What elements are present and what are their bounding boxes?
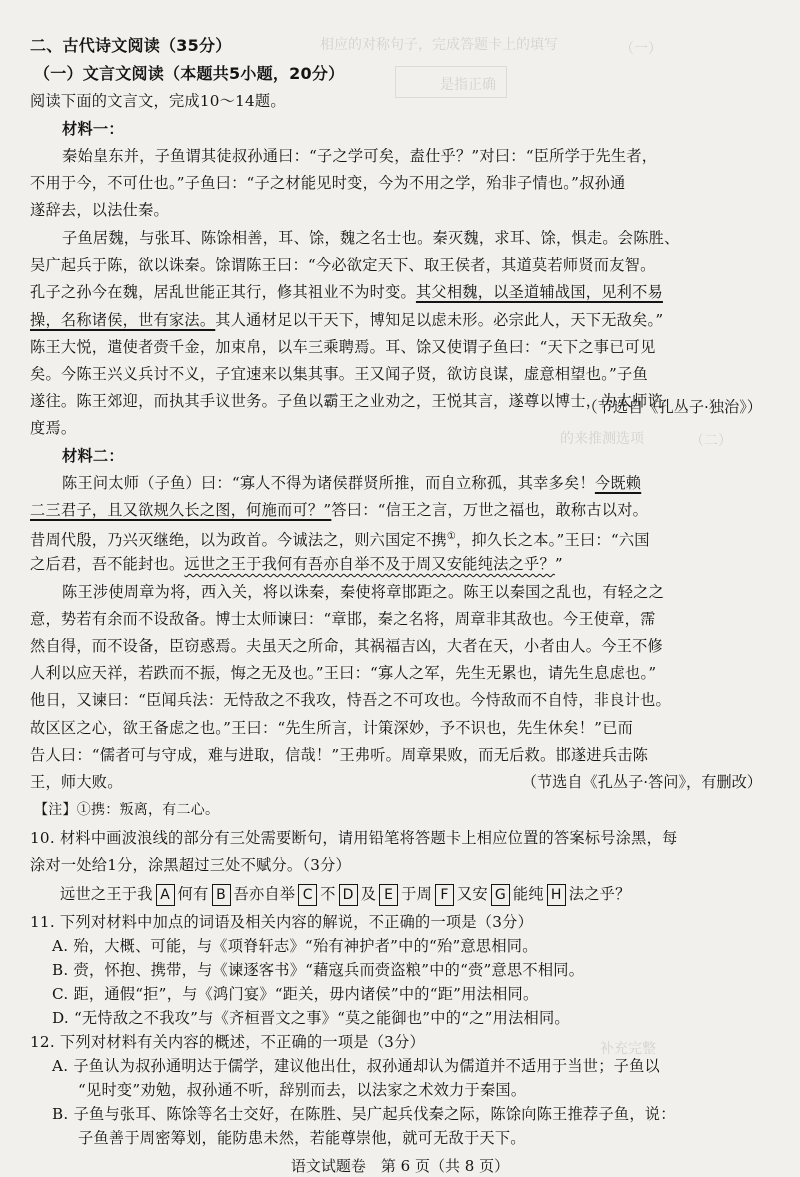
underlined-sentence: 其父相魏，以圣道辅战国，见利不易	[415, 283, 663, 301]
material1-line: 子鱼居魏，与张耳、陈馀相善，耳、馀，魏之名士也。秦灭魏，求耳、馀，惧走。会陈胜、	[62, 229, 680, 247]
bleed-text: 相应的对称句子，完成答题卡上的填写	[320, 37, 558, 53]
wavy-underlined-sentence: 远世之王于我何有吾亦自举不及于周又安能纯法之乎？	[184, 555, 555, 573]
q12-option-b: B. 子鱼与张耳、陈馀等名士交好，在陈胜、吴广起兵伐秦之际，陈馀向陈王推荐子鱼，说：	[52, 1105, 676, 1123]
plain-text: 之后君，吾不能封也。	[30, 555, 185, 573]
q10-stem: 10. 材料中画波浪线的部分有三处需要断句，请用铅笔将答题卡上相应位置的答案标号涂黑，每	[30, 829, 678, 847]
material2-line: 陈王涉使周章为将，西入关，将以诛秦，秦使将章邯距之。陈王以秦国之乱也，有轻之之	[62, 583, 665, 601]
section-subtitle: （一）文言文阅读（本题共5小题，20分）	[34, 64, 345, 83]
q11-option-d: D. “无恃敌之不我攻”与《齐桓晋文之事》“莫之能御也”中的“之”用法相同。	[52, 1009, 570, 1027]
q10-segment: 于周	[401, 885, 432, 903]
q10-answer-row	[60, 884, 631, 906]
material2-line: 然自得，而不设备，臣窃惑焉。夫虽天之所命，其祸福吉凶，大者在天，小者由人。今王不修	[30, 637, 663, 655]
q12-option-a-cont: “见时变”劝勉，叔孙通不听，辞别而去，以法家之术效力于秦国。	[78, 1081, 527, 1099]
plain-text: ，抑久长之本。”王曰：“六国	[456, 531, 650, 550]
footnote-marker: ①	[446, 531, 457, 542]
material2-line: 王，师大败。	[30, 773, 123, 791]
q10-segment: 不	[320, 885, 336, 903]
bleed-text: （二）	[690, 433, 732, 449]
underlined-sentence: 今既赖	[594, 474, 642, 492]
q11-stem: 11. 下列对材料中加点的词语及相关内容的解说，不正确的一项是（3分）	[30, 913, 534, 931]
q12-stem: 12. 下列对材料有关内容的概述，不正确的一项是（3分）	[30, 1033, 425, 1051]
plain-text: 昔周代殷，乃兴灭继绝，以为政首。今诚法之，则六国定不携	[30, 531, 447, 550]
answer-box-e[interactable]: E	[379, 884, 398, 906]
q11-option-a: A. 殆，大概、可能，与《项脊轩志》“殆有神护者”中的“殆”意思相同。	[52, 937, 538, 955]
material2-line: 故区区之心，欲王备虑之也。”王曰：“先生所言，计策深妙，予不识也，先生休矣！”已而	[30, 719, 634, 737]
plain-text: ”	[554, 555, 563, 573]
material1-heading: 材料一：	[62, 120, 124, 138]
bleed-text: 是指正确	[440, 77, 496, 93]
material1-line: 不用于今，不可仕也。”子鱼曰：“子之材能见时变，今为不用之学，殆非子情也。”叔孙通	[30, 174, 626, 192]
material2-line: 人利以应天祥，若跌而不振，悔之无及也。”王曰：“寡人之军，先生无累也，请先生息虑也。”	[30, 664, 657, 682]
section-title: 二、古代诗文阅读（35分）	[30, 36, 232, 55]
q10-segment: 远世之王于我	[60, 885, 153, 903]
material1-line: 秦始皇东并，子鱼谓其徒叔孙通曰：“子之学可矣，盍仕乎？”对曰：“臣所学于先生者，	[62, 147, 658, 165]
bleed-text: （一）	[620, 41, 662, 57]
material1-line	[30, 310, 663, 330]
q10-segment: 及	[360, 885, 377, 903]
material1-line: 吴广起兵于陈，欲以诛秦。馀谓陈王曰：“今必欲定天下、取王侯者，其道莫若师贤而友智。	[30, 256, 656, 274]
q12-option-a: A. 子鱼认为叔孙通明达于儒学，建议他出仕，叔孙通却认为儒道并不适用于当世；子鱼以	[52, 1057, 660, 1075]
q10-segment: 法之乎？	[568, 885, 631, 903]
material1-source: （节选自《孔丛子·独治》）	[582, 398, 762, 416]
instruction: 阅读下面的文言文，完成10～14题。	[30, 92, 286, 110]
answer-box-f[interactable]: F	[435, 884, 454, 906]
material2-heading: 材料二：	[62, 447, 124, 465]
material2-line	[62, 473, 641, 493]
material2-line: 他日，又谏曰：“臣闻兵法：无恃敌之不我攻，恃吾之不可攻也。今恃敌而不自恃，非良计也。	[30, 691, 671, 709]
bleed-text: 的来推测选项	[560, 431, 644, 447]
q12-option-b-cont: 子鱼善于周密筹划，能防患未然，若能尊崇他，就可无敌于天下。	[78, 1129, 526, 1147]
answer-box-g[interactable]: G	[491, 884, 510, 906]
material2-line: 意，势若有余而不设敌备。博士太师谏曰：“章邯，秦之名将，周章非其敌也。今王使章，霈	[30, 610, 656, 628]
material2-line	[30, 500, 648, 520]
answer-box-a[interactable]: A	[156, 884, 175, 906]
material1-line: 陈王大悦，遣使者赍千金，加束帛，以车三乘聘焉。耳、馀又使谓子鱼曰：“天下之事已可见	[30, 338, 656, 356]
material1-line: 度焉。	[30, 419, 77, 437]
answer-box-h[interactable]: H	[547, 884, 566, 906]
material1-line: 遂往。陈王郊迎，而执其手议世务。子鱼以霸王之业劝之，王悦其言，遂尊以博士，为太师谘	[30, 392, 663, 410]
q10-segment: 吾亦自举	[233, 885, 296, 903]
answer-box-c[interactable]: C	[298, 884, 317, 906]
q10-segment: 何有	[177, 885, 209, 903]
answer-box-b[interactable]: B	[212, 884, 231, 906]
bleed-box	[395, 66, 507, 98]
underlined-sentence: 操，名称诸侯，世有家法。	[30, 311, 216, 329]
plain-text: 其人通材足以干天下，博知足以虑未形。必宗此人，天下无敌矣。”	[215, 311, 664, 329]
material2-line: 告人曰：“儒者可与守成，难与进取，信哉！”王弗听。周章果败，而无后救。邯遂进兵击陈	[30, 746, 649, 764]
page-footer: 语文试题卷 第 6 页（共 8 页）	[290, 1157, 510, 1175]
material2-line	[30, 527, 650, 550]
material1-line: 矣。今陈王兴义兵讨不义，子宜速来以集其事。王又闻子贤，欲访良谋，虚意相望也。”子鱼	[30, 365, 648, 383]
q10-segment: 又安	[457, 885, 488, 903]
footnote: 【注】①携：叛离，有二心。	[34, 802, 220, 818]
q11-option-c: C. 距，通假“拒”，与《鸿门宴》“距关，毋内诸侯”中的“距”用法相同。	[52, 985, 539, 1003]
q10-segment: 能纯	[512, 885, 544, 903]
material2-source: （节选自《孔丛子·答问》，有删改）	[521, 773, 762, 791]
plain-text: 陈王问太师（子鱼）曰：“寡人不得为诸侯群贤所推，而自立称孤，其幸多矣！	[62, 474, 595, 492]
plain-text: 答曰：“信王之言，万世之福也，敢称古以对。	[331, 501, 649, 519]
plain-text: 孔子之孙今在魏，居乱世能正其行，修其祖业不为时变。	[30, 283, 416, 301]
underlined-sentence: 二三君子，且又欲规久长之图，何施而可？”	[30, 501, 332, 519]
bleed-text: 补充完整	[600, 1041, 656, 1057]
answer-box-d[interactable]: D	[339, 884, 358, 906]
material1-line	[30, 282, 663, 302]
q11-option-b: B. 赍，怀抱、携带，与《谏逐客书》“藉寇兵而赍盗粮”中的“赍”意思不相同。	[52, 961, 585, 979]
q10-stem: 涂对一处给1分，涂黑超过三处不赋分。（3分）	[30, 856, 351, 874]
material2-line	[30, 554, 563, 574]
material1-line: 遂辞去，以法仕秦。	[30, 201, 169, 219]
